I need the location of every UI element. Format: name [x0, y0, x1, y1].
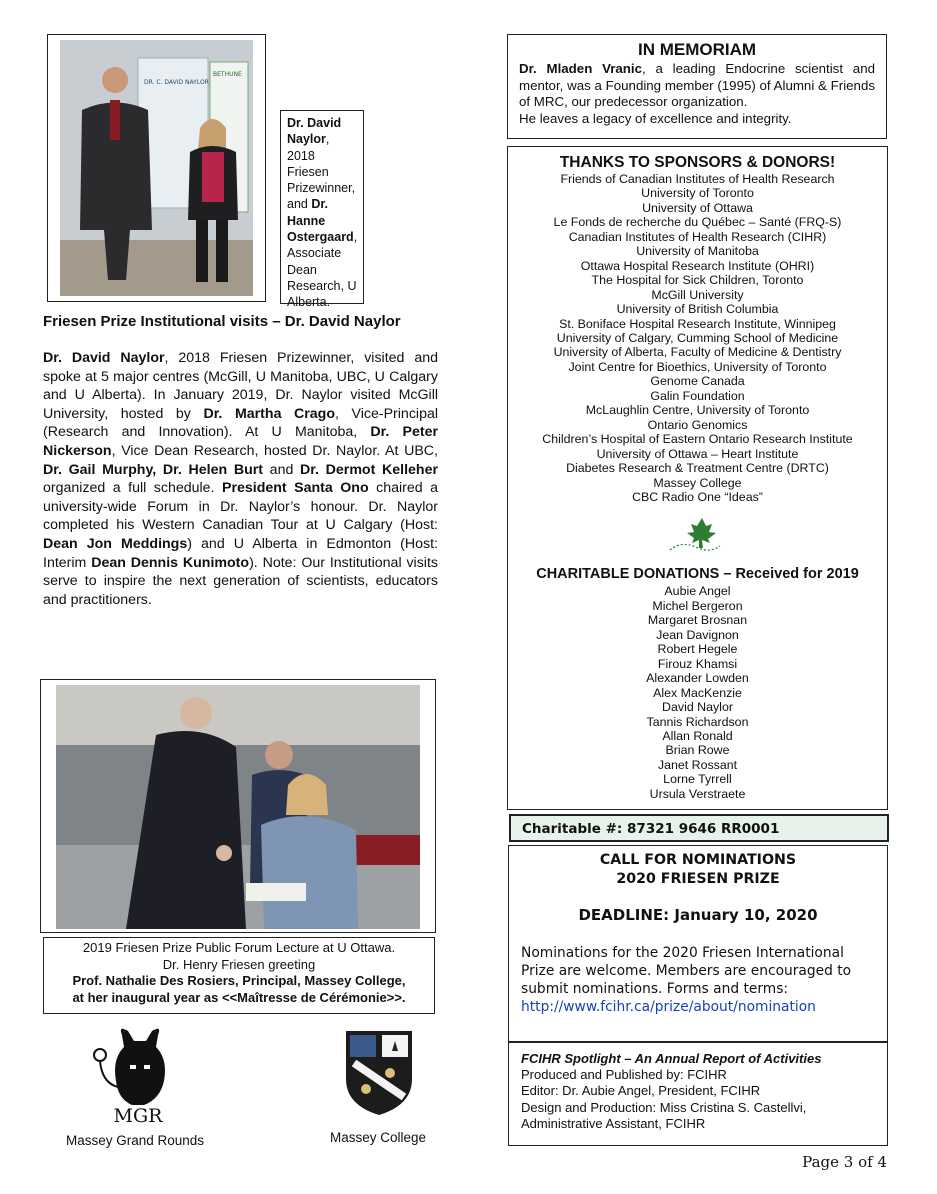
- sponsors-title: THANKS TO SPONSORS & DONORS!: [559, 154, 836, 171]
- caption-text: , 2018 Friesen Prizewinner, and: [287, 132, 356, 212]
- mgr-logo: [88, 1025, 188, 1125]
- nominations-deadline: DEADLINE: January 10, 2020: [578, 906, 818, 924]
- donor-item: David Naylor: [662, 700, 733, 715]
- donor-list: [512, 584, 883, 801]
- spotlight-editor: Editor: Dr. Aubie Angel, President, FCIHR: [521, 1083, 761, 1099]
- spotlight-credits-box: [508, 1042, 888, 1146]
- article-bold: Dean Jon Meddings: [43, 535, 188, 552]
- nominations-body: [521, 944, 875, 1016]
- article-text: , 2018 Friesen Prizewinner, visited and spoke at 5 major centres (McGill, U Manitoba, UBC, U Calgary and U Alberta). In January 2019, Dr. Naylor visited McGill University, hosted by: [43, 350, 438, 422]
- donor-item: Robert Hegele: [657, 642, 738, 657]
- article-bold: Dr. Peter Nickerson: [43, 424, 439, 459]
- massey-college-crest: [344, 1029, 414, 1117]
- article-text: , Vice-Principal (Research and Innovation). At U Manitoba,: [43, 405, 438, 441]
- sponsor-item: University of Alberta, Faculty of Medicine & Dentistry: [553, 345, 842, 360]
- photo-forum-lecture: [56, 685, 420, 929]
- article-text: ) and U Alberta in Edmonton (Host: Interim: [43, 535, 438, 571]
- spotlight-title: FCIHR Spotlight – An Annual Report of Activities: [521, 1051, 822, 1066]
- sponsor-item: CBC Radio One “Ideas”: [632, 489, 763, 504]
- caption-name-ostergaard: Dr. Hanne Ostergaard: [287, 197, 354, 245]
- sponsor-item: University of Calgary, Cumming School of Medicine: [556, 330, 839, 345]
- donor-item: Allan Ronald: [662, 728, 733, 743]
- spotlight-assistant: Administrative Assistant, FCIHR: [521, 1115, 706, 1131]
- friesen-visits-article: [43, 349, 438, 609]
- sponsor-item: University of Toronto: [641, 186, 754, 201]
- donor-item: Alexander Lowden: [646, 671, 749, 686]
- sponsor-item: Galin Foundation: [650, 388, 745, 403]
- article-bold: Dr. Gail Murphy, Dr. Helen Burt: [43, 461, 263, 478]
- article-bold: President Santa Ono: [222, 480, 369, 497]
- article-text: chaired a university-wide Forum in Dr. Naylor’s honour. Dr. Naylor completed his Western Canadian Tour at U Calgary (Host:: [43, 480, 439, 534]
- mgr-logo-text: MGR: [113, 1105, 163, 1125]
- sponsors-donors-box: [507, 146, 888, 810]
- in-memoriam-text: [519, 61, 875, 111]
- spotlight-producer: Produced and Published by: FCIHR: [521, 1067, 727, 1083]
- caption-text: , Associate Dean Research, U Alberta.: [287, 230, 358, 310]
- sponsor-item: Ottawa Hospital Research Institute (OHRI): [580, 258, 815, 273]
- article-bold: Dr. Martha Crago: [203, 405, 336, 422]
- in-memoriam-title: IN MEMORIAM: [637, 40, 757, 59]
- nominations-link[interactable]: http://www.fcihr.ca/prize/about/nomination: [521, 999, 816, 1015]
- donor-item: Ursula Verstraete: [649, 786, 746, 801]
- donor-item: Aubie Angel: [664, 584, 731, 599]
- donor-item: Tannis Richardson: [646, 714, 749, 729]
- article-text: , Vice Dean Research, hosted Dr. Naylor. At UBC,: [111, 442, 438, 459]
- friesen-visits-heading: Friesen Prize Institutional visits – Dr. David Naylor: [43, 313, 401, 330]
- sponsor-item: University of Ottawa – Heart Institute: [596, 446, 799, 461]
- memoriam-body: , a leading Endocrine scientist and mentor, was a Founding member (1995) of Alumni & Friends of MRC, our predecessor organization.: [519, 61, 875, 109]
- massey-college-label: Massey College: [329, 1130, 427, 1145]
- nominations-text: Nominations for the 2020 Friesen International Prize are welcome. Members are encouraged to submit nominations. Forms and terms:: [521, 945, 852, 997]
- photo-caption-forum: [43, 937, 435, 1014]
- sponsor-item: Le Fonds de recherche du Québec – Santé (FRQ-S): [553, 215, 842, 230]
- sponsor-list: [512, 172, 883, 504]
- article-text: organized a full schedule.: [43, 480, 222, 497]
- donor-item: Margaret Brosnan: [647, 613, 748, 628]
- spotlight-design: Design and Production: Miss Cristina S. Castellvi,: [521, 1099, 807, 1115]
- sponsor-item: Friends of Canadian Institutes of Health Research: [560, 172, 835, 186]
- sponsor-item: McLaughlin Centre, University of Toronto: [585, 403, 810, 418]
- charitable-number: Charitable #: 87321 9646 RR0001: [509, 814, 889, 842]
- sponsor-item: St. Boniface Hospital Research Institute, Winnipeg: [559, 316, 836, 331]
- sponsor-item: Canadian Institutes of Health Research (CIHR): [568, 229, 827, 244]
- article-bold: Dean Dennis Kunimoto: [91, 554, 250, 571]
- sponsor-item: Diabetes Research & Treatment Centre (DRTC): [566, 461, 829, 476]
- photo-caption-naylor: [280, 110, 364, 310]
- donor-item: Michel Bergeron: [652, 598, 743, 613]
- article-text: ). Note: Our Institutional visits serve to inspire the next generation of scientists, educators and practitioners.: [43, 554, 438, 608]
- sponsor-item: Genome Canada: [650, 374, 745, 389]
- banner-text-2: BETHUNE: [213, 71, 242, 78]
- mgr-logo-label: Massey Grand Rounds: [65, 1133, 205, 1148]
- article-bold: Dr. David Naylor: [43, 350, 165, 366]
- sponsor-item: Massey College: [653, 475, 742, 490]
- sponsor-item: Joint Centre for Bioethics, University of Toronto: [568, 359, 827, 374]
- sponsor-item: McGill University: [651, 287, 744, 302]
- caption-line-bold: at her inaugural year as <<Maîtresse de Cérémonie>>.: [72, 989, 406, 1005]
- caption-line: 2019 Friesen Prize Public Forum Lecture at U Ottawa.: [82, 940, 396, 955]
- caption-line: Dr. Henry Friesen greeting: [162, 956, 316, 972]
- photo-naylor-ostergaard: [60, 40, 253, 296]
- memoriam-name: Dr. Mladen Vranic: [519, 61, 643, 76]
- donor-item: Janet Rossant: [657, 757, 738, 772]
- sponsor-item: University of Manitoba: [636, 244, 759, 259]
- nominations-title: CALL FOR NOMINATIONS: [599, 852, 797, 868]
- donor-item: Jean Davignon: [656, 627, 739, 642]
- donations-title: CHARITABLE DONATIONS – Received for 2019: [536, 566, 859, 583]
- donor-item: Lorne Tyrrell: [663, 772, 732, 787]
- banner-text: DR. C. DAVID NAYLOR: [144, 79, 209, 86]
- article-bold: Dr. Dermot Kelleher: [300, 461, 438, 478]
- donor-item: Firouz Khamsi: [657, 656, 738, 671]
- sponsor-item: University of Ottawa: [642, 200, 753, 215]
- in-memoriam-legacy: He leaves a legacy of excellence and integrity.: [519, 110, 792, 126]
- sponsor-item: Children’s Hospital of Eastern Ontario Research Institute: [542, 432, 853, 447]
- donor-item: Brian Rowe: [665, 743, 730, 758]
- nominations-subtitle: 2020 FRIESEN PRIZE: [616, 871, 780, 887]
- sponsor-item: Ontario Genomics: [647, 417, 748, 432]
- sponsor-item: The Hospital for Sick Children, Toronto: [591, 273, 804, 288]
- page-number: Page 3 of 4: [802, 1153, 887, 1171]
- caption-name-naylor: Dr. David Naylor: [287, 116, 342, 147]
- in-memoriam-box: [507, 34, 887, 139]
- caption-line-bold: Prof. Nathalie Des Rosiers, Principal, Massey College,: [72, 973, 406, 988]
- sponsor-item: University of British Columbia: [616, 302, 779, 317]
- call-for-nominations-box: [508, 845, 888, 1042]
- maple-leaf-icon: [668, 516, 728, 554]
- donor-item: Alex MacKenzie: [653, 685, 742, 700]
- article-text: and: [263, 461, 301, 478]
